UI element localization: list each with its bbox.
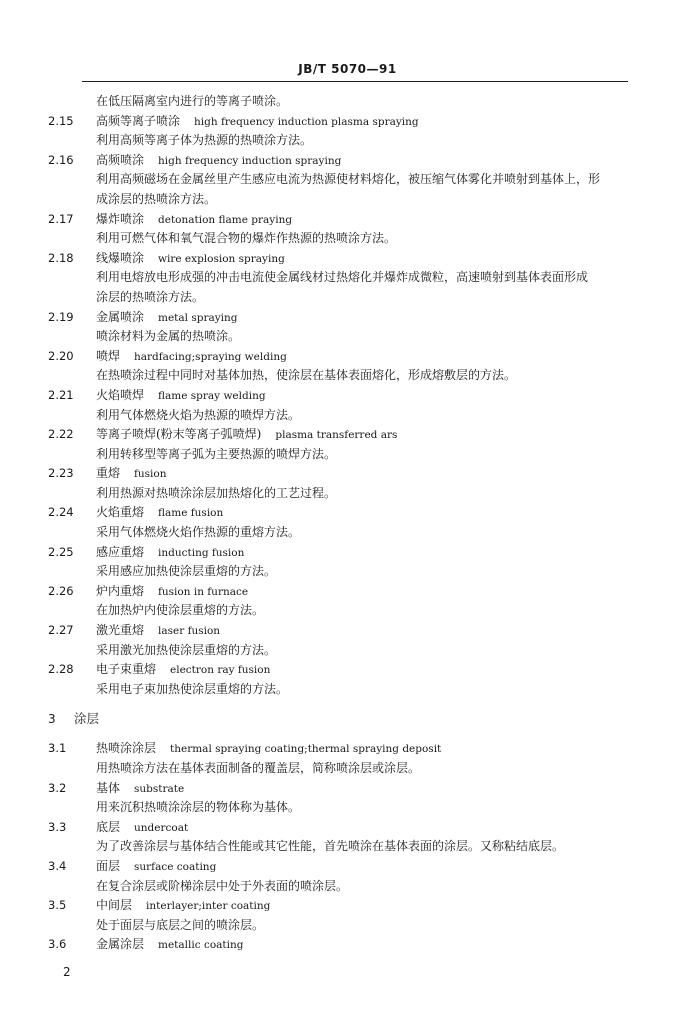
section-heading — [48, 709, 648, 729]
term-definition: 在复合涂层或阶梯涂层中处于外表面的喷涂层。 — [96, 878, 349, 893]
term-definition: 采用电子束加热使涂层重熔的方法。 — [96, 681, 289, 696]
term-number: 2.17 — [48, 211, 74, 226]
term-entry — [48, 582, 648, 602]
term-entry — [48, 739, 648, 759]
term-entry — [48, 308, 648, 328]
term-chinese: 高频喷涂 — [96, 152, 145, 167]
page-number: 2 — [63, 965, 71, 979]
term-number: 3.5 — [48, 898, 67, 913]
term-number: 2.28 — [48, 662, 74, 677]
term-chinese: 中间层 — [96, 898, 133, 913]
term-english: inducting fusion — [158, 546, 245, 559]
page-header: JB/T 5070—91 — [298, 62, 397, 76]
term-definition: 在热喷涂过程中同时对基体加热，使涂层在基体表面熔化，形成熔敷层的方法。 — [96, 368, 517, 383]
term-entry — [48, 660, 648, 680]
term-chinese: 电子束重熔 — [96, 662, 157, 677]
term-number: 2.21 — [48, 387, 74, 402]
term-definition: 利用转移型等离子弧为主要热源的喷焊方法。 — [96, 446, 337, 461]
term-chinese: 火焰重熔 — [96, 505, 145, 520]
term-english: fusion in furnace — [158, 585, 249, 598]
term-number: 2.25 — [48, 544, 74, 559]
term-number: 2.20 — [48, 348, 74, 363]
term-english: hardfacing;spraying welding — [134, 350, 287, 363]
term-entry — [48, 857, 648, 877]
term-entry — [48, 503, 648, 523]
term-english: surface coating — [134, 860, 217, 873]
term-entry — [48, 249, 648, 269]
term-chinese: 感应重熔 — [96, 544, 145, 559]
term-chinese: 重熔 — [96, 466, 121, 481]
term-chinese: 线爆喷涂 — [96, 250, 145, 265]
term-english: metallic coating — [158, 939, 244, 952]
term-english: substrate — [134, 782, 185, 795]
term-english: wire explosion spraying — [158, 252, 285, 265]
term-number: 3.1 — [48, 741, 67, 756]
term-chinese: 激光重熔 — [96, 623, 145, 638]
term-english: electron ray fusion — [170, 664, 271, 677]
term-entry — [48, 935, 648, 955]
section-number: 3 — [48, 712, 56, 727]
term-number: 2.27 — [48, 623, 74, 638]
term-english: interlayer;inter coating — [146, 900, 271, 913]
term-chinese: 炉内重熔 — [96, 583, 145, 598]
term-chinese: 热喷涂涂层 — [96, 741, 157, 756]
term-english: flame spray welding — [158, 389, 266, 402]
term-chinese: 火焰喷焊 — [96, 387, 145, 402]
term-chinese: 金属涂层 — [96, 937, 145, 952]
term-english: high frequency induction spraying — [158, 154, 342, 167]
term-entry — [48, 347, 648, 367]
term-definition: 喷涂材料为金属的热喷涂。 — [96, 329, 241, 344]
term-english: metal spraying — [158, 311, 238, 324]
term-number: 2.26 — [48, 583, 74, 598]
term-english: fusion — [134, 468, 167, 481]
term-definition: 利用高频磁场在金属丝里产生感应电流为热源使材料熔化，被压缩气体雾化并喷射到基体上，形 — [96, 172, 601, 187]
term-number: 2.18 — [48, 250, 74, 265]
term-definition: 利用高频等离子体为热源的热喷涂方法。 — [96, 133, 313, 148]
term-entry — [48, 779, 648, 799]
document-body — [48, 92, 648, 955]
term-definition: 利用气体燃烧火焰为热源的喷焊方法。 — [96, 407, 301, 422]
term-definition: 采用感应加热使涂层重熔的方法。 — [96, 564, 277, 579]
continued-text: 在低压隔离室内进行的等离子喷涂。 — [96, 94, 289, 108]
term-number: 3.6 — [48, 937, 67, 952]
term-entry — [48, 543, 648, 563]
term-entry — [48, 464, 648, 484]
term-number: 2.16 — [48, 152, 74, 167]
term-number: 2.19 — [48, 309, 74, 324]
term-chinese: 高频等离子喷涂 — [96, 113, 181, 128]
term-definition: 在加热炉内使涂层重熔的方法。 — [96, 603, 265, 618]
term-chinese: 底层 — [96, 819, 121, 834]
term-english: plasma transferred ars — [275, 429, 398, 442]
section-title: 涂层 — [74, 711, 100, 727]
term-english: high frequency induction plasma spraying — [194, 115, 419, 128]
term-chinese: 等离子喷焊(粉末等离子弧喷焊) — [96, 427, 262, 442]
term-english: thermal spraying coating;thermal spraying deposit — [170, 743, 442, 756]
term-number: 3.4 — [48, 858, 67, 873]
term-entry — [48, 210, 648, 230]
term-entry — [48, 151, 648, 171]
term-entry — [48, 896, 648, 916]
term-entry — [48, 386, 648, 406]
term-entry — [48, 112, 648, 132]
term-definition: 采用激光加热使涂层重熔的方法。 — [96, 642, 277, 657]
term-chinese: 金属喷涂 — [96, 309, 145, 324]
header-rule — [82, 81, 628, 82]
term-number: 2.23 — [48, 466, 74, 481]
term-definition: 利用可燃气体和氧气混合物的爆炸作热源的热喷涂方法。 — [96, 231, 397, 246]
term-number: 2.24 — [48, 505, 74, 520]
term-chinese: 爆炸喷涂 — [96, 211, 145, 226]
term-definition: 采用气体燃烧火焰作热源的重熔方法。 — [96, 525, 301, 540]
term-definition: 处于面层与底层之间的喷涂层。 — [96, 917, 265, 932]
term-chinese: 面层 — [96, 858, 121, 873]
term-entry — [48, 621, 648, 641]
term-definition: 用热喷涂方法在基体表面制备的覆盖层，简称喷涂层或涂层。 — [96, 761, 421, 775]
term-number: 2.15 — [48, 113, 74, 128]
section-3-entries — [48, 739, 648, 955]
term-english: detonation flame praying — [158, 213, 293, 226]
term-english: flame fusion — [158, 507, 224, 520]
term-number: 3.2 — [48, 780, 67, 795]
term-chinese: 基体 — [96, 780, 121, 795]
term-english: laser fusion — [158, 625, 221, 638]
term-definition: 涂层的热喷涂方法。 — [96, 289, 205, 304]
term-number: 2.22 — [48, 427, 74, 442]
term-entry — [48, 818, 648, 838]
term-english: undercoat — [134, 821, 189, 834]
term-number: 3.3 — [48, 819, 67, 834]
term-definition: 利用热源对热喷涂涂层加热熔化的工艺过程。 — [96, 485, 337, 500]
section-2-entries — [48, 112, 648, 700]
term-definition: 利用电熔放电形成强的冲击电流使金属线材过热熔化并爆炸成微粒，高速喷射到基体表面形成 — [96, 270, 589, 285]
term-definition: 用来沉积热喷涂涂层的物体称为基体。 — [96, 800, 301, 815]
term-definition: 为了改善涂层与基体结合性能或其它性能，首先喷涂在基体表面的涂层。又称粘结底层。 — [96, 839, 565, 854]
term-entry — [48, 425, 648, 445]
term-chinese: 喷焊 — [96, 348, 121, 363]
term-definition: 成涂层的热喷涂方法。 — [96, 191, 217, 206]
